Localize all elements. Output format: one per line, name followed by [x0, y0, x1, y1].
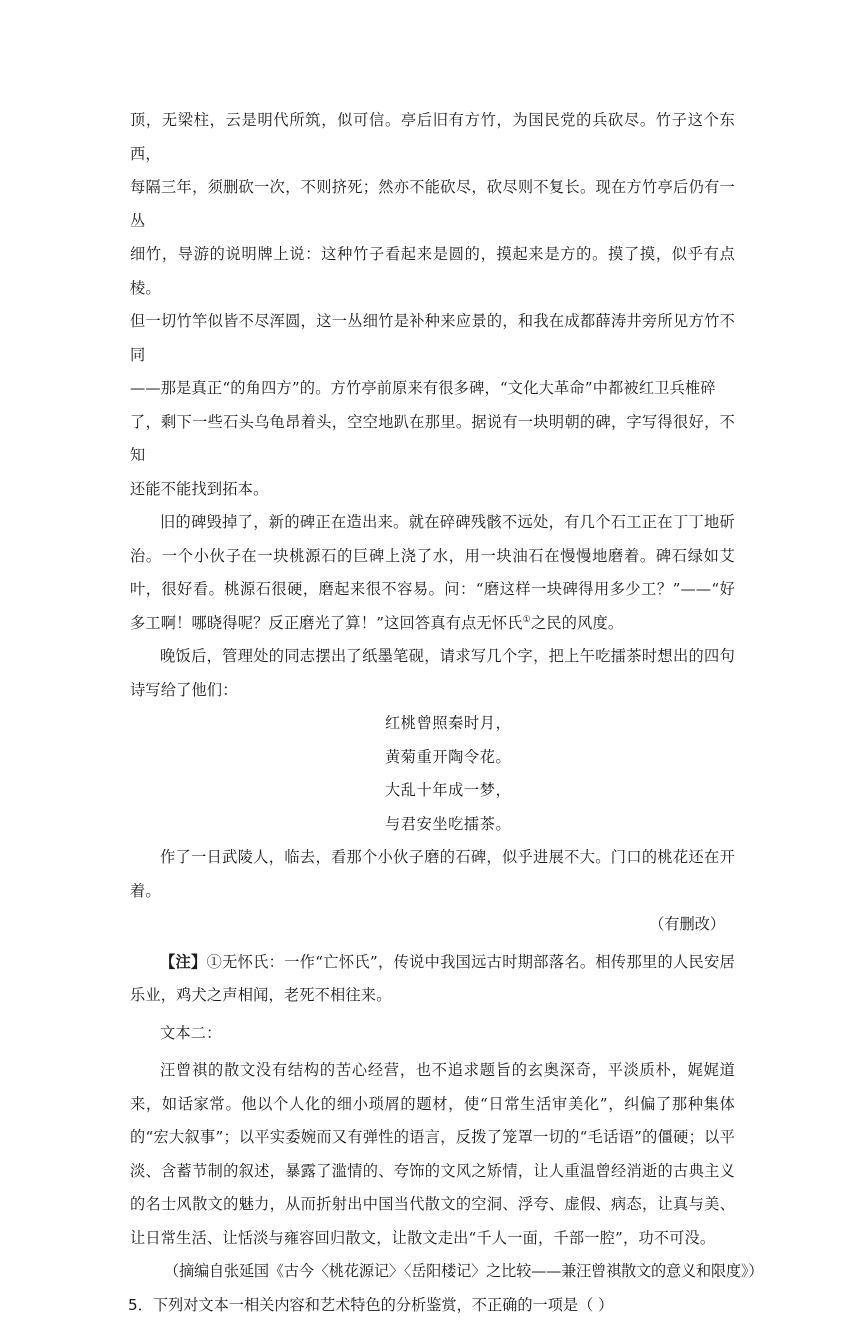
poem-line: 黄菊重开陶令花。	[385, 741, 735, 775]
poem-line: 大乱十年成一梦，	[385, 774, 735, 808]
text-line: 每隔三年，须删砍一次，不则挤死；然亦不能砍尽，砍尽则不复长。现在方竹亭后仍有一丛	[130, 171, 735, 238]
footnote	[130, 946, 735, 1013]
footnote-text: ①无怀氏：一作“亡怀氏”，传说中我国远古时期部落名。相传那里的人民安居乐业，鸡犬之声相闻，老死不相往来。	[130, 953, 735, 1005]
paragraph-dinner: 晚饭后，管理处的同志摆出了纸墨笔砚，请求写几个字，把上午吃擂茶时想出的四句诗写给了他们：	[130, 640, 735, 707]
text-line: 顶，无梁柱，云是明代所筑，似可信。亭后旧有方竹，为国民党的兵砍尽。竹子这个东西，	[130, 104, 735, 171]
paragraph-text: 旧的碑毁掉了，新的碑正在造出来。就在碎碑残骸不远处，有几个石工正在丁丁地斫治。一个小伙子在一块桃源石的巨碑上浇了水，用一块油石在慢慢地磨着。碑石绿如艾叶，很好看。桃源石很硬，磨起来很不容易。问：“磨这样一块碑得用多少工？”——“好多工啊！哪晓得呢？反正磨光了算！”这回答真有点无怀氏	[130, 513, 735, 632]
question-5: 5．下列对文本一相关内容和艺术特色的分析鉴赏，不正确的一项是（ ）	[128, 1289, 735, 1322]
paragraph-stone-tablet	[130, 506, 735, 640]
text-line: 但一切竹竿似皆不尽浑圆，这一丛细竹是补种来应景的，和我在成都薛涛井旁所见方竹不同	[130, 305, 735, 372]
footnote-marker: ①	[523, 614, 531, 624]
paragraph-departure: 作了一日武陵人，临去，看那个小伙子磨的石碑，似乎进展不大。门口的桃花还在开着。	[130, 841, 735, 908]
poem-line: 与君安坐吃擂茶。	[385, 808, 735, 842]
source-citation: （摘编自张延国《古今〈桃花源记〉〈岳阳楼记〉之比较——兼汪曾祺散文的意义和限度》）	[130, 1255, 735, 1289]
footnote-label: 【注】	[160, 953, 207, 971]
text-line: ——那是真正“的角四方”的。方竹亭前原来有很多碑，“文化大革命”中都被红卫兵椎碎	[130, 372, 735, 406]
document-body	[130, 104, 735, 1322]
poem-line: 红桃曾照秦时月，	[385, 707, 735, 741]
text-line: 细竹，导游的说明牌上说：这种竹子看起来是圆的，摸起来是方的。摸了摸，似乎有点棱。	[130, 238, 735, 305]
text-line: 还能不能找到拓本。	[130, 473, 735, 507]
poem	[130, 707, 735, 841]
text2-label: 文本二：	[130, 1017, 735, 1051]
text2-body: 汪曾祺的散文没有结构的苦心经营，也不追求题旨的玄奥深奇，平淡质朴，娓娓道来，如话家常。他以个人化的细小琐屑的题材，使“日常生活审美化”，纠偏了那种集体的“宏大叙事”；以平实委婉而又有弹性的语言，反拨了笼罩一切的“毛话语”的僵硬；以平淡、含蓄节制的叙述，暴露了滥情的、夸饰的文风之矫情，让人重温曾经消逝的古典主义的名士风散文的魅力，从而折射出中国当代散文的空洞、浮夸、虚假、病态，让真与美、让日常生活、让恬淡与雍容回归散文，让散文走出“千人一面，千部一腔”，功不可没。	[130, 1054, 735, 1255]
paragraph-text: 之民的风度。	[531, 614, 623, 632]
paragraph-fangzhu	[130, 104, 735, 506]
text-line: 了，剩下一些石头乌龟昂着头，空空地趴在那里。据说有一块明朝的碑，字写得很好，不知	[130, 406, 735, 473]
edit-note: （有删改）	[130, 908, 735, 942]
